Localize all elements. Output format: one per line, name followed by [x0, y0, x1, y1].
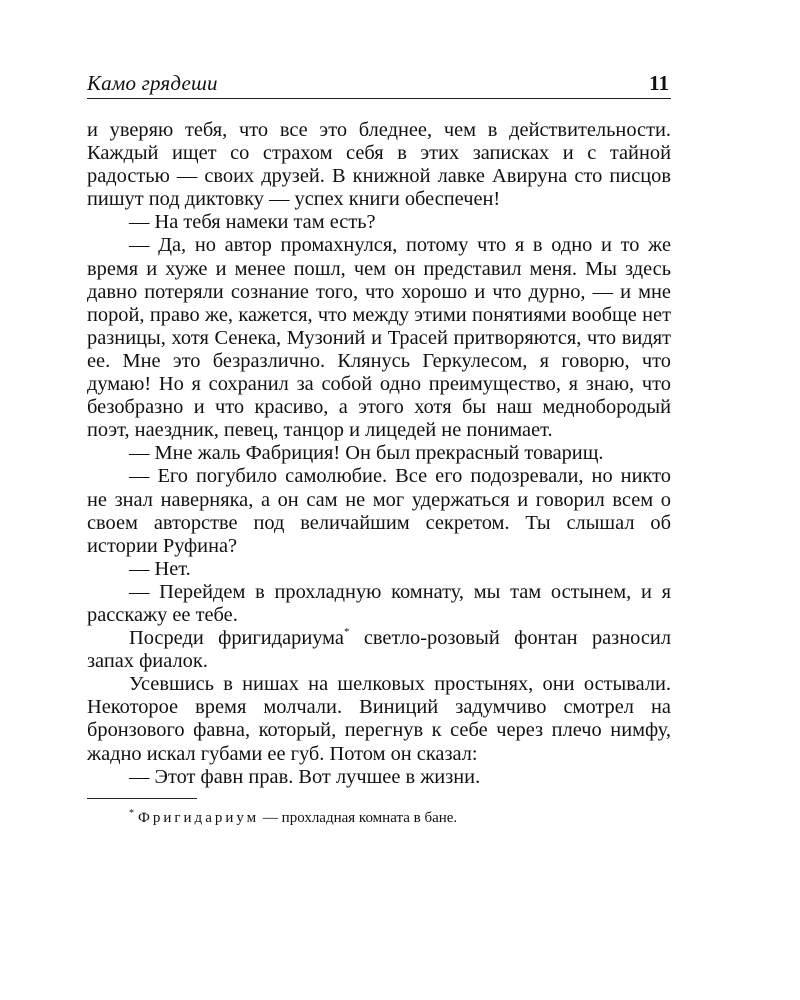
paragraph: — Мне жаль Фабриция! Он был прекрасный товарищ.	[129, 442, 604, 465]
footnote-marker[interactable]: *	[343, 626, 350, 639]
footnote-definition: — прохладная комната в бане.	[262, 809, 458, 826]
footnote	[87, 808, 671, 828]
body-text	[87, 119, 671, 789]
running-title: Камо грядеши	[87, 71, 218, 95]
paragraph: — Его погубило самолюбие. Все его подозревали, но никто не знал наверняка, а он сам не мог удержаться и говорил всем о своем авторстве под величайшим секретом. Ты слышал об истории Руфина?	[87, 465, 671, 557]
footnote-divider	[87, 798, 197, 799]
paragraph: — Этот фавн прав. Вот лучшее в жизни.	[129, 765, 481, 788]
paragraph: Усевшись в нишах на шелковых простынях, они остывали. Некоторое время молчали. Виниций задумчиво смотрел на бронзового фавна, который, перегнув к себе через плечо нимфу, жадно искал губами ее губ. Потом он сказал:	[87, 673, 671, 765]
paragraph: — Да, но автор промахнулся, потому что я в одно и то же время и хуже и менее пошл, чем он представил меня. Мы здесь давно потеряли сознание того, что хорошо и что дурно, — и мне порой, право же, кажется, что между этими понятиями вообще нет разницы, хотя Сенека, Музоний и Трасей притворяются, что видят ее. Мне это безразлично. Клянусь Геркулесом, я говорю, что думаю! Но я сохранил за собой одно преимущество, я знаю, что безобразно и что красиво, а этого хотя бы наш меднобородый поэт, наездник, певец, танцор и лицедей не понимает.	[87, 234, 671, 442]
page-header	[87, 70, 671, 99]
footnote-term: Фригидариум	[138, 809, 260, 826]
paragraph: — На тебя намеки там есть?	[129, 211, 376, 234]
paragraph-text: светло-розовый фонтан разносил запах фиалок.	[87, 627, 671, 673]
footnote-marker-label: *	[129, 807, 134, 819]
book-page	[87, 70, 671, 828]
paragraph: и уверяю тебя, что все это бледнее, чем в действительности. Каждый ищет со страхом себя в этих записках и с тайной радостью — своих друзей. В книжной лавке Авируна сто писцов пишут под диктовку — успех книги обеспечен!	[87, 119, 671, 211]
paragraph: — Нет.	[129, 557, 191, 580]
paragraph: — Перейдем в прохладную комнату, мы там остынем, и я расскажу ее тебе.	[87, 580, 671, 626]
page-number: 11	[649, 71, 669, 95]
paragraph-text: Посреди фригидариума	[129, 627, 344, 650]
paragraph-with-footnote	[87, 627, 671, 673]
